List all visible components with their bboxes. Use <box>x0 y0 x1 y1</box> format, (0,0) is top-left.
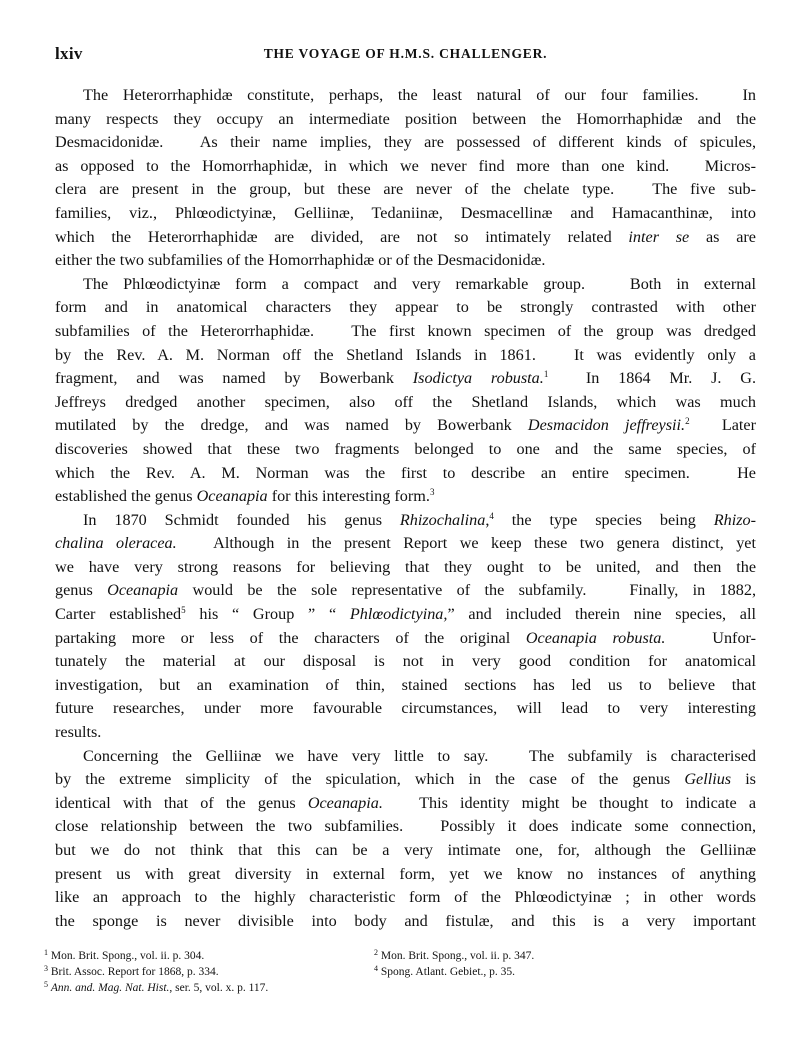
text-line: The Heterorrhaphidæ constitute, perhaps, the least natural of our four families. In <box>83 86 756 104</box>
text-line: by the Rev. A. M. Norman off the Shetland Islands in 1861. It was evidently only a <box>55 345 756 364</box>
text-line: tunately the material at our disposal is not in very good condition for anatomical <box>55 652 756 671</box>
body-text <box>55 84 756 933</box>
footnote-mark: 2 <box>374 948 378 957</box>
footnote-mark: 3 <box>44 964 48 973</box>
text-line: Carter established$^5$ his “ Group ” “ Phlœodictyina,” and included therein nine species, all <box>55 605 756 624</box>
text-line: like an approach to the highly characteristic form of the Phlœodictyinæ ; in other words <box>55 888 756 907</box>
footnote-text: Ann. and. Mag. Nat. Hist., ser. 5, vol. x. p. 117. <box>50 982 269 994</box>
text-line: The Phlœodictyinæ form a compact and very remarkable group. Both in external <box>83 274 756 293</box>
text-line: future researches, under more favourable circumstances, will lead to very interesting <box>55 699 756 718</box>
text-line: the sponge is never divisible into body and fistulæ, and this is a very important <box>55 911 756 930</box>
running-title: THE VOYAGE OF H.M.S. CHALLENGER. <box>263 46 548 61</box>
footnote-text: Mon. Brit. Spong., vol. ii. p. 347. <box>380 950 535 962</box>
page-number: lxiv <box>55 44 83 63</box>
footnote-row <box>44 964 704 980</box>
text-line: families, viz., Phlœodictyinæ, Gelliinæ, Tedaniinæ, Desmacellinæ and Hamacanthinæ, into <box>55 203 756 222</box>
text-line: close relationship between the two subfamilies. Possibly it does indicate some connection, <box>55 817 756 836</box>
footnote-mark: 1 <box>44 948 48 957</box>
text-line: results. <box>55 723 102 742</box>
text-line: either the two subfamilies of the Homorrhaphidæ or of the Desmacidonidæ. <box>55 251 546 270</box>
footnote-mark: 4 <box>374 964 378 973</box>
text-line: chalina oleracea. Although in the present Report we keep these two genera distinct, yet <box>55 534 756 553</box>
text-line: we have very strong reasons for believing that they ought to be united, and then the <box>55 557 756 576</box>
footnote-row <box>44 980 704 996</box>
text-line: established the genus Oceanapia for this interesting form.$^3$ <box>55 487 435 506</box>
footnote <box>374 964 704 980</box>
text-line: partaking more or less of the characters of the original Oceanapia robusta. Unfor- <box>55 628 756 647</box>
footnote <box>44 948 374 964</box>
footnote <box>44 964 374 980</box>
running-head <box>55 44 756 66</box>
text-line: present us with great diversity in external form, yet we know no instances of anything <box>55 864 756 883</box>
text-line: Desmacidonidæ. As their name implies, they are possessed of different kinds of spicules, <box>55 133 756 152</box>
text-line: many respects they occupy an intermediate position between the Homorrhaphidæ and the <box>55 109 756 128</box>
text-line: identical with that of the genus Oceanapia. This identity might be thought to indicate a <box>55 793 757 812</box>
text-line: form and in anatomical characters they appear to be strongly contrasted with other <box>55 298 756 317</box>
text-line: mutilated by the dredge, and was named by Bowerbank Desmacidon jeffreysii.$^2$ Later <box>55 416 756 435</box>
footnote-mark: 5 <box>44 980 48 989</box>
text-line: clera are present in the group, but these are never of the chelate type. The five sub- <box>55 180 756 199</box>
text-line: by the extreme simplicity of the spiculation, which in the case of the genus Gellius is <box>55 770 756 789</box>
text-line: In 1870 Schmidt founded his genus Rhizochalina,$^4$ the type species being Rhizo- <box>83 510 756 529</box>
text-line: Concerning the Gelliinæ we have very little to say. The subfamily is characterised <box>83 746 756 765</box>
footnote-text: Spong. Atlant. Gebiet., p. 35. <box>380 966 516 978</box>
footnote <box>44 980 394 996</box>
text-line: as opposed to the Homorrhaphidæ, in which we never find more than one kind. Micros- <box>55 156 756 175</box>
text-line: fragment, and was named by Bowerbank Isodictya robusta.$^1$ In 1864 Mr. J. G. <box>55 369 756 388</box>
text-line: which the Heterorrhaphidæ are divided, are not so intimately related inter se as are <box>55 227 756 246</box>
text-line: subfamilies of the Heterorrhaphidæ. The first known specimen of the group was dredged <box>55 321 756 340</box>
text-line: investigation, but an examination of thin, stained sections has led us to believe that <box>55 675 756 694</box>
footnote-text: Mon. Brit. Spong., vol. ii. p. 304. <box>50 950 205 962</box>
text-line: discoveries showed that these two fragments belonged to one and the same species, of <box>55 439 756 458</box>
footnote-text: Brit. Assoc. Report for 1868, p. 334. <box>50 966 219 978</box>
footnotes <box>44 948 704 996</box>
text-line: Jeffreys dredged another specimen, also off the Shetland Islands, which was much <box>55 392 756 411</box>
text-line: but we do not think that this can be a very intimate one, for, although the Gelliinæ <box>55 841 756 859</box>
text-line: which the Rev. A. M. Norman was the first to describe an entire specimen. He <box>55 463 756 482</box>
footnote-row <box>44 948 704 964</box>
footnote <box>374 948 704 964</box>
text-line: genus Oceanapia would be the sole representative of the subfamily. Finally, in 1882, <box>55 581 757 600</box>
